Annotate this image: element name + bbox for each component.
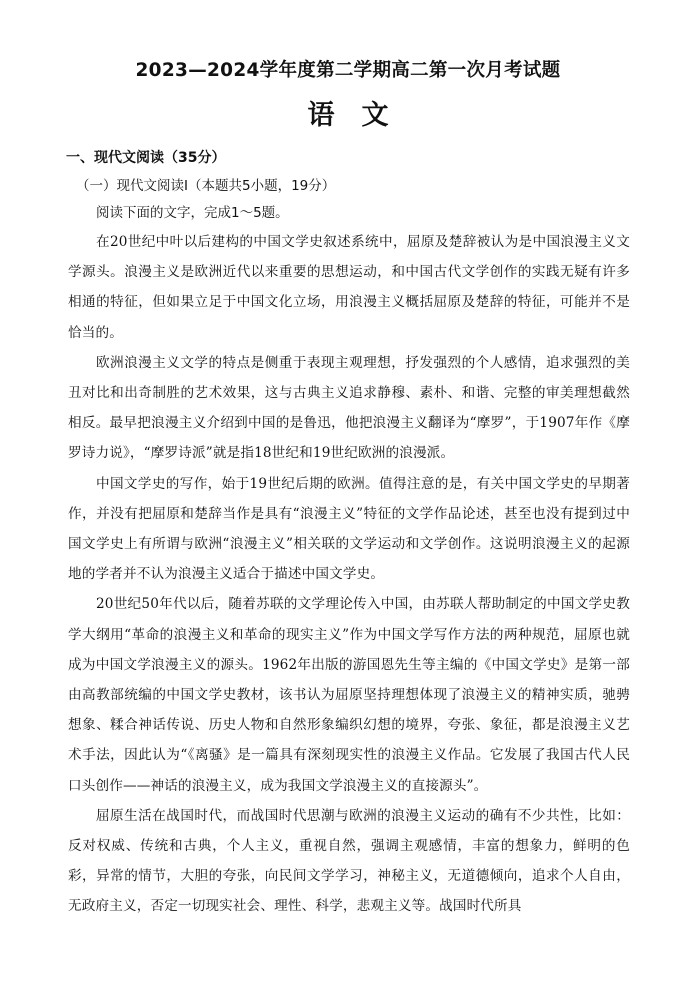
article-paragraph-4: 20世纪50年代以后，随着苏联的文学理论传入中国，由苏联人帮助制定的中国文学史教学大纲用“革命的浪漫主义和革命的现实主义”作为中国文学写作方法的两种规范，屈原也就成为中国文学浪漫主义的源头。1962年出版的游国恩先生等主编的《中国文学史》是第一部由高教部统编的中国文学史教材，该书认为屈原坚持理想体现了浪漫主义的精神实质，驰骋想象、糅合神话传说、历史人物和自然形象编织幻想的境界，夸张、象征，都是浪漫主义艺术手法，因此认为“《离骚》是一篇具有深刻现实性的浪漫主义作品。它发展了我国古代人民口头创作——神话的浪漫主义，成为我国文学浪漫主义的直接源头”。 bbox=[68, 596, 630, 794]
article-paragraph-5: 屈原生活在战国时代，而战国时代思潮与欧洲的浪漫主义运动的确有不少共性，比如：反对权威、传统和古典，个人主义，重视自然，强调主观感情，丰富的想象力，鲜明的色彩，异常的情节，大胆的夸张，向民间文学学习，神秘主义，无道德倾向，追求个人自由，无政府主义，否定一切现实社会、理性、科学，悲观主义等。战国时代所具 bbox=[68, 807, 630, 915]
subject-title: 语 文 bbox=[307, 100, 389, 131]
article-body bbox=[68, 227, 630, 922]
section-heading: 一、现代文阅读（35分） bbox=[66, 150, 226, 166]
subsection-heading: （一）现代文阅读Ⅰ（本题共5小题，19分） bbox=[76, 178, 336, 194]
exam-title: 2023—2024学年度第二学期高二第一次月考试题 bbox=[135, 60, 561, 81]
article-paragraph-3: 中国文学史的写作，始于19世纪后期的欧洲。值得注意的是，有关中国文学史的早期著作，并没有把屈原和楚辞当作是具有“浪漫主义”特征的文学作品论述，甚至也没有提到过中国文学史上有所谓与欧洲“浪漫主义”相关联的文学运动和文学创作。这说明浪漫主义的起源地的学者并不认为浪漫主义适合于描述中国文学史。 bbox=[68, 475, 630, 583]
article-paragraph-2: 欧洲浪漫主义文学的特点是侧重于表现主观理想，抒发强烈的个人感情，追求强烈的美丑对比和出奇制胜的艺术效果，这与古典主义追求静穆、素朴、和谐、完整的审美理想截然相反。最早把浪漫主义介绍到中国的是鲁迅，他把浪漫主义翻译为“摩罗”，于1907年作《摩罗诗力说》，“摩罗诗派”就是指18世纪和19世纪欧洲的浪漫派。 bbox=[68, 354, 630, 462]
reading-instruction: 阅读下面的文字，完成1～5题。 bbox=[96, 205, 289, 221]
article-paragraph-1: 在20世纪中叶以后建构的中国文学史叙述系统中，屈原及楚辞被认为是中国浪漫主义文学源头。浪漫主义是欧洲近代以来重要的思想运动，和中国古代文学创作的实践无疑有许多相通的特征，但如果立足于中国文化立场，用浪漫主义概括屈原及楚辞的特征，可能并不是恰当的。 bbox=[68, 234, 630, 341]
